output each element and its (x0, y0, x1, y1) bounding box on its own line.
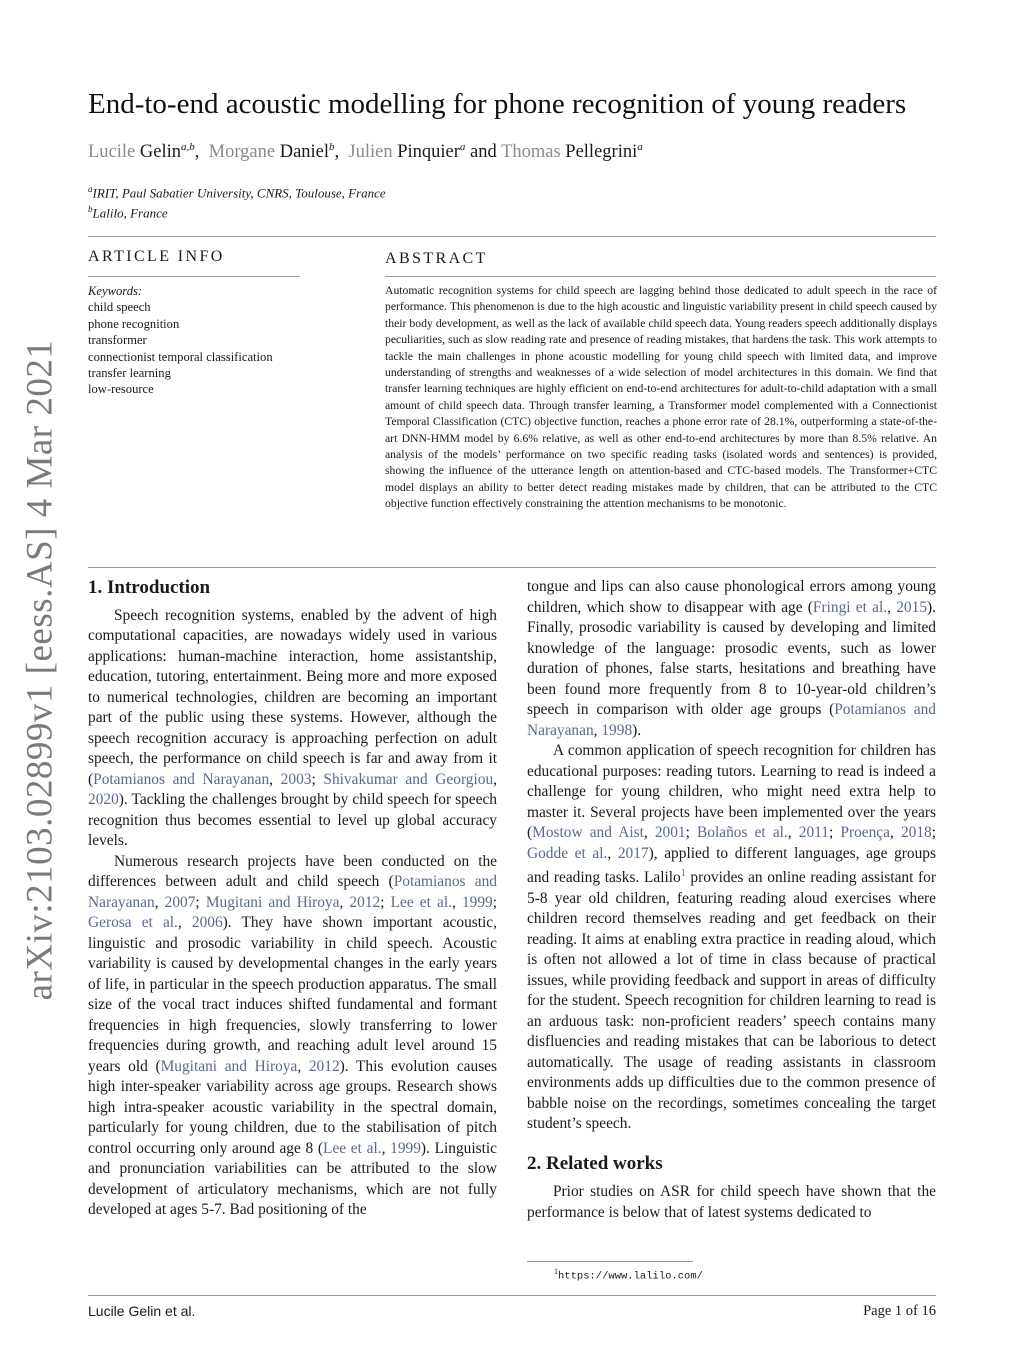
text-run: , (787, 824, 799, 841)
author-affiliation-mark: a,b (181, 141, 195, 153)
citation-link[interactable]: 2015 (896, 598, 928, 616)
citation-link[interactable]: Bolaños et al. (697, 824, 788, 841)
text-run: Numerous research projects have been conducted on the differences between adult and child speech ( (88, 852, 497, 890)
text-run: , (593, 721, 602, 739)
article-info-heading: ARTICLE INFO (88, 248, 225, 265)
text-run: ). They have shown important acoustic, linguistic and prosodic variability in child speech. Acoustic variability is caused by developmental changes in the early years of life, in particular in the speech production apparatus. The small size of the vocal tract induces shifted fundamental and formant frequencies in high frequencies, slowly transferring to lower frequencies during growth, and reaching adult level around 15 years old ( (88, 914, 497, 1075)
author-affiliation-mark: b (329, 141, 335, 153)
text-run: provides an online reading assistant for 5-8 year old children, featuring reading aloud exercises where children record themselves reading and get feedback on their reading. It aims at enabling extra practice in reading aloud, which is often not allowed a lot of time in class because of practical issues, while providing feedback and support in areas of difficulty for the student. Speech recognition for children learning to read is an arduous task: non-proficient readers’ speech contains many disfluencies and reading mistakes that can be laborious to detect automatically. The usage of reading assistants in classroom environments adds up difficulties due to the common presence of babble noise on the recordings, sometimes concealing the target student’s speech. (527, 869, 936, 1133)
citation-link[interactable]: 2012 (308, 1057, 340, 1075)
citation-link[interactable]: Lee et al. (323, 1139, 382, 1157)
paragraph (527, 741, 936, 1135)
author-last-name: Pinquier (397, 142, 460, 163)
abstract-heading: ABSTRACT (385, 250, 488, 267)
footnote-url[interactable]: https://www.lalilo.com/ (558, 1270, 703, 1283)
paper-title: End-to-end acoustic modelling for phone recognition of young readers (88, 88, 907, 120)
left-column (88, 578, 497, 1221)
citation-link[interactable]: Mostow and Aist (532, 824, 644, 841)
citation-link[interactable]: 2001 (654, 824, 686, 841)
text-run: ). (632, 721, 642, 739)
keyword: transformer (88, 333, 147, 348)
keywords-label: Keywords: (88, 284, 143, 298)
footnote: $^1$https://www.lalilo.com/ (554, 1267, 703, 1283)
citation-link[interactable]: Potamianos and Narayanan (93, 770, 270, 788)
author-first-name: Lucile (88, 142, 136, 163)
paragraph (88, 852, 497, 1221)
paragraph (88, 606, 497, 852)
divider (88, 236, 936, 237)
text-run: ; (828, 824, 841, 841)
citation-link[interactable]: 2007 (164, 893, 196, 911)
text-run: , (269, 770, 281, 788)
text-run: ; (311, 770, 324, 788)
text-run: , (154, 893, 165, 911)
author-first-name: Thomas (501, 142, 561, 163)
abstract-text: Automatic recognition systems for child speech are lagging behind those dedicated to adult speech in the race of performance. This phenomenon is due to the high acoustic and linguistic variability present in child speech caused by their body development, as well as the lack of available child speech data. Young readers speech additionally displays peculiarities, such as slow reading rate and presence of reading mistakes, that hardens the task. This work attempts to tackle the main challenges in phone acoustic modelling for young child speech with limited data, and improve understanding of strengths and weaknesses of a wide selection of model architectures in this domain. We find that transfer learning techniques are highly efficient on end-to-end architectures for adult-to-child adaptation with a small amount of child speech data. Through transfer learning, a Transformer model complemented with a Connectionist Temporal Classification (CTC) objective function, reaches a phone error rate of 28.1%, outperforming a state-of-the-art DNN-HMM model by 6.6% relative, as well as other end-to-end architectures by more than 8.5% relative. An analysis of the models’ performance on two specific reading tasks (isolated words and sentences) is provided, showing the influence of the utterance length on attention-based and CTC-based models. The Transformer+CTC model displays an ability to better detect reading mistakes made by children, that can be attributed to the CTC objective function effectively constraining the attention mechanisms to be monotonic. (385, 284, 937, 511)
text-run: ; (380, 893, 391, 911)
arxiv-identifier: arXiv:2103.02899v1 [eess.AS] 4 Mar 2021 (19, 339, 61, 1001)
section-heading: 2. Related works (527, 1152, 663, 1174)
keyword: low-resource (88, 382, 154, 397)
text-run: , (887, 598, 897, 616)
text-run: ), applied to different languages, age groups and reading tasks. Lalilo (527, 844, 936, 887)
text-run: ; (195, 893, 206, 911)
affiliation: $^b$Lalilo, France (88, 204, 168, 221)
text-run: A common application of speech recognition for children has educational purposes: reading tutors. Learning to read is indeed a challenge for young children, who might need extra help to master it. Several projects have been implemented over the years ( (527, 742, 936, 841)
footnote-mark[interactable]: 1 (680, 868, 686, 879)
text-run: ). Tackling the challenges brought by child speech for speech recognition thus becomes essential to level up global accuracy levels. (88, 791, 497, 849)
text-run: , (451, 893, 462, 911)
author-affiliation-mark: a (637, 141, 643, 153)
right-column (527, 577, 936, 1223)
citation-link[interactable]: 2011 (798, 824, 829, 841)
author-affiliation-mark: a (459, 141, 466, 153)
author-first-name: Morgane (208, 142, 276, 163)
author-last-name: Gelin (139, 142, 181, 163)
citation-link[interactable]: 1999 (390, 1139, 421, 1157)
keyword: child speech (88, 300, 151, 315)
paragraph (527, 577, 936, 741)
citation-link[interactable]: Godde et al. (527, 844, 608, 862)
text-run: ; (931, 824, 936, 841)
keyword: phone recognition (88, 316, 180, 331)
citation-link[interactable]: Shivakumar and Georgiou (323, 770, 494, 788)
citation-link[interactable]: 2020 (88, 791, 119, 808)
citation-link[interactable]: Mugitani and Hiroya (160, 1057, 298, 1075)
text-run: , (339, 893, 350, 911)
page-number: Page 1 of 16 (863, 1303, 936, 1319)
citation-link[interactable]: Mugitani and Hiroya (205, 893, 340, 911)
affiliation: $^a$IRIT, Paul Sabatier University, CNRS, Toulouse, France (88, 184, 386, 201)
text-run: Speech recognition systems, enabled by the advent of high computational capacities, are nowadays widely used in various applications: human-machine interaction, home assistantship, education, tutoring, entertainment. Being more and more exposed to numerical technologies, children are becoming an important part of the public using these systems. However, although the speech recognition accuracy is approaching perfection on adult speech, the performance on child speech is far and away from it ( (88, 606, 497, 788)
author-and: and (470, 142, 497, 163)
author-last-name: Daniel (279, 142, 330, 163)
text-run: , (493, 770, 498, 788)
keywords-block (88, 283, 303, 398)
divider (88, 276, 300, 277)
text-run: ; (685, 824, 698, 841)
author-list: Lucile Gelin$^{a,b}$, Morgane Daniel$^b$, Julien Pinquier$^a$ and Thomas Pellegrini$^a$ (88, 141, 643, 163)
citation-link[interactable]: Lee et al. (390, 893, 452, 911)
author-first-name: Julien (348, 142, 393, 163)
footnote-rule (527, 1261, 693, 1262)
text-run: , (889, 824, 901, 841)
citation-link[interactable]: 1999 (461, 893, 493, 911)
section-heading: 1. Introduction (88, 577, 211, 598)
text-run: tongue and lips can also cause phonological errors among young children, which show to disappear with age ( (527, 578, 936, 616)
divider (88, 1295, 936, 1296)
keyword: connectionist temporal classification (88, 349, 273, 364)
text-run: , (297, 1057, 309, 1075)
divider (88, 567, 936, 568)
paragraph: Prior studies on ASR for child speech have shown that the performance is below that of latest systems dedicated to (527, 1183, 936, 1221)
citation-link[interactable]: 1998 (601, 721, 633, 739)
text-run: , (643, 824, 655, 841)
text-run: , (607, 844, 618, 862)
text-run: ; (492, 893, 498, 911)
footer-authors: Lucile Gelin et al. (88, 1303, 196, 1319)
text-run: ). Linguistic and pronunciation variabilities can be attributed to the slow development of articulatory mechanisms, which are not fully developed at ages 5-7. Bad positioning of the (88, 1139, 497, 1218)
citation-link[interactable]: 2006 (191, 914, 223, 931)
citation-link[interactable]: 2018 (900, 824, 932, 841)
divider (385, 276, 936, 277)
citation-link[interactable]: 2003 (280, 770, 312, 788)
citation-link[interactable]: 2017 (617, 844, 649, 862)
text-run: , (381, 1139, 391, 1157)
author-last-name: Pellegrini (565, 142, 638, 163)
citation-link[interactable]: 2012 (349, 893, 381, 911)
text-run: ). Finally, prosodic variability is caused by developing and limited knowledge of the language: prosodic events, such as lower duration of phones, false starts, hesitations and breathing have been found more frequently from 8 to 10-year-old children’s speech in comparison with older age groups ( (527, 598, 936, 718)
citation-link[interactable]: Potamianos and Narayanan (88, 873, 497, 911)
citation-link[interactable]: Proença (840, 824, 890, 841)
text-run: ). This evolution causes high inter-speaker variability across age groups. Research shows high intra-speaker acoustic variability in the spectral domain, particularly for young children, due to the stabilisation of pitch control occurring only around age 8 ( (88, 1057, 497, 1157)
text-run: , (177, 914, 192, 931)
citation-link[interactable]: Potamianos and Narayanan (527, 701, 937, 739)
keyword: transfer learning (88, 366, 171, 381)
citation-link[interactable]: Gerosa et al. (88, 914, 178, 931)
citation-link[interactable]: Fringi et al. (812, 598, 888, 616)
